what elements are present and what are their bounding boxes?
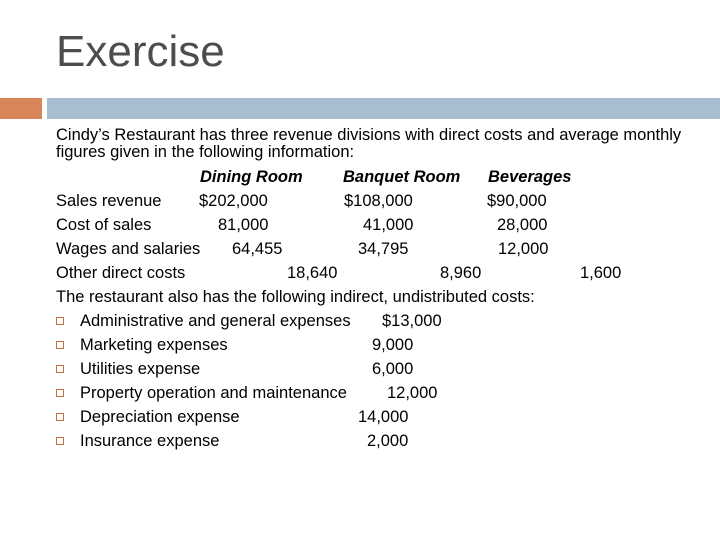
square-bullet-icon [56,317,64,325]
cost-value: 12,000 [387,384,438,402]
square-bullet-icon [56,389,64,397]
cost-label: Administrative and general expenses [80,312,351,330]
indirect-intro [56,285,706,309]
table-row [56,261,706,285]
cost-label: Depreciation expense [80,408,240,426]
table-cell: 28,000 [497,216,548,234]
cost-value: 6,000 [372,360,414,378]
table-cell: 34,795 [358,240,409,258]
table-cell: $108,000 [344,192,413,210]
list-item [56,333,706,357]
table-row [56,189,706,213]
cost-label: Property operation and maintenance [80,384,347,402]
list-item [56,405,706,429]
table-cell: 1,600 [580,264,622,282]
intro-text: Cindy’s Restaurant has three revenue divisions with direct costs and average monthly figures given in the following information: [56,126,682,161]
list-item [56,429,706,453]
title-divider-bar [47,98,720,119]
square-bullet-icon [56,413,64,421]
row-label: Sales revenue [56,192,162,210]
cost-value: 9,000 [372,336,414,354]
column-header: Banquet Room [343,168,461,186]
row-label: Wages and salaries [56,240,201,258]
table-cell: 8,960 [440,264,482,282]
column-header: Beverages [488,168,572,186]
cost-value: $13,000 [382,312,442,330]
square-bullet-icon [56,437,64,445]
slide-body [56,127,706,453]
table-row [56,237,706,261]
table-cell: 41,000 [363,216,414,234]
cost-label: Utilities expense [80,360,201,378]
square-bullet-icon [56,365,64,373]
table-cell: 64,455 [232,240,283,258]
table-cell: $202,000 [199,192,268,210]
row-label: Cost of sales [56,216,152,234]
list-item [56,357,706,381]
cost-label: Marketing expenses [80,336,228,354]
cost-value: 14,000 [358,408,409,426]
table-cell: 12,000 [498,240,549,258]
table-row [56,213,706,237]
column-header: Dining Room [200,168,303,186]
list-item [56,381,706,405]
accent-bar [0,98,42,119]
table-cell: $90,000 [487,192,547,210]
row-label: Other direct costs [56,264,186,282]
slide-title: Exercise [56,27,225,76]
indirect-intro-text: The restaurant also has the following indirect, undistributed costs: [56,288,535,306]
square-bullet-icon [56,341,64,349]
list-item [56,309,706,333]
cost-value: 2,000 [367,432,409,450]
table-cell: 81,000 [218,216,269,234]
cost-label: Insurance expense [80,432,220,450]
table-cell: 18,640 [287,264,338,282]
table-header-row [56,165,706,189]
